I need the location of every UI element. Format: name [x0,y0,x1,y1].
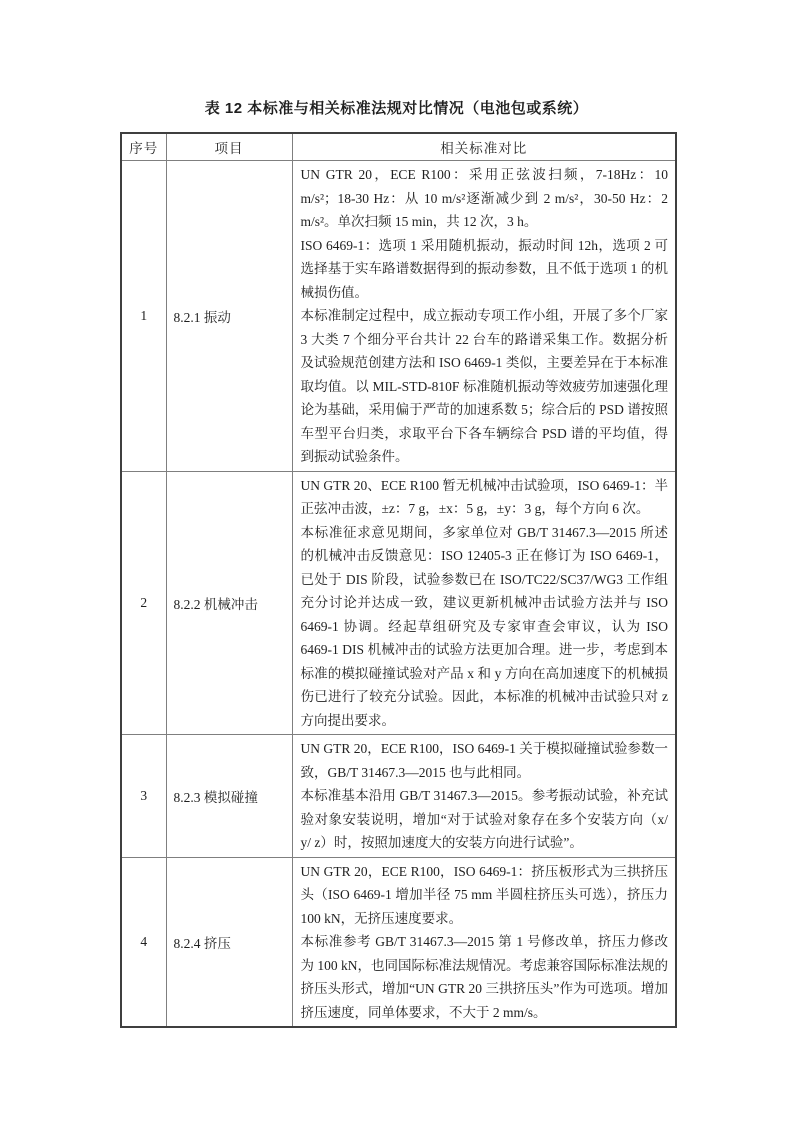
detail-paragraph: 本标准基本沿用 GB/T 31467.3—2015。参考振动试验，补充试验对象安装说明，增加“对于试验对象存在多个安装方向（x/ y/ z）时，按照加速度大的安装方向进行试验”。 [300,788,668,850]
detail-paragraph: UN GTR 20，ECE R100：采用正弦波扫频，7-18Hz：10 m/s²；18-30 Hz：从 10 m/s²逐渐减少到 2 m/s²，30-50 Hz：2 m/s²。单次扫频 15 min，共 12 次，3 h。 [300,167,668,229]
detail-paragraph: UN GTR 20，ECE R100，ISO 6469-1 关于模拟碰撞试验参数一致，GB/T 31467.3—2015 也与此相同。 [300,741,668,780]
row-number: 2 [121,471,166,735]
row-item: 8.2.2 机械冲击 [166,471,292,735]
row-number: 1 [121,161,166,472]
table-row [121,857,676,1027]
row-item: 8.2.3 模拟碰撞 [166,735,292,858]
detail-paragraph: 本标准征求意见期间，多家单位对 GB/T 31467.3—2015 所述的机械冲击反馈意见：ISO 12405-3 正在修订为 ISO 6469-1，已处于 DIS 阶段，试验参数已在 ISO/TC22/SC37/WG3 工作组充分讨论并达成一致，建议更新机械冲击试验方法并与 ISO 6469-1 协调。经起草组研究及专家审查会审议，认为 ISO 6469-1 DIS 机械冲击的试验方法更加合理。进一步，考虑到本标准的模拟碰撞试验对产品 x 和 y 方向在高加速度下的机械损伤已进行了较充分试验。因此，本标准的机械冲击试验只对 z 方向提出要求。 [300,524,668,728]
table-caption: 表 12 本标准与相关标准法规对比情况（电池包或系统） [204,100,589,117]
table-row [121,161,676,472]
table-row [121,471,676,735]
row-item: 8.2.1 振动 [166,161,292,472]
header-cell-no: 序号 [121,133,166,161]
row-detail [292,735,676,858]
row-item: 8.2.4 挤压 [166,857,292,1027]
header-row [121,133,676,161]
comparison-table [120,132,677,1028]
row-detail [292,857,676,1027]
table-header [121,133,676,161]
row-detail [292,161,676,472]
row-detail [292,471,676,735]
detail-paragraph: UN GTR 20、ECE R100 暂无机械冲击试验项，ISO 6469-1：半正弦冲击波，±z：7 g，±x：5 g，±y：3 g，每个方向 6 次。 [300,477,668,516]
detail-paragraph: 本标准参考 GB/T 31467.3—2015 第 1 号修改单，挤压力修改为 100 kN，也同国际标准法规情况。考虑兼容国际标准法规的挤压头形式，增加“UN GTR 20 三拱挤压头”作为可选项。增加挤压速度，同单体要求，不大于 2 mm/s。 [300,934,668,1020]
table-row [121,735,676,858]
row-number: 3 [121,735,166,858]
detail-paragraph: 本标准制定过程中，成立振动专项工作小组，开展了多个厂家 3 大类 7 个细分平台共计 22 台车的路谱采集工作。数据分析及试验规范创建方法和 ISO 6469-1 类似，主要差异在于本标准取均值。以 MIL-STD-810F 标准随机振动等效疲劳加速强化理论为基础，采用偏于严苛的加速系数 5；综合后的 PSD 谱按照车型平台归类，求取平台下各车辆综合 PSD 谱的平均值，得到振动试验条件。 [300,308,668,464]
header-cell-item: 项目 [166,133,292,161]
detail-paragraph: UN GTR 20，ECE R100，ISO 6469-1：挤压板形式为三拱挤压头（ISO 6469-1 增加半径 75 mm 半圆柱挤压头可选），挤压力 100 kN，无挤压速度要求。 [300,863,668,926]
detail-paragraph: ISO 6469-1：选项 1 采用随机振动，振动时间 12h，选项 2 可选择基于实车路谱数据得到的振动参数，且不低于选项 1 的机械损伤值。 [300,237,668,300]
header-cell-detail: 相关标准对比 [292,133,676,161]
row-number: 4 [121,857,166,1027]
